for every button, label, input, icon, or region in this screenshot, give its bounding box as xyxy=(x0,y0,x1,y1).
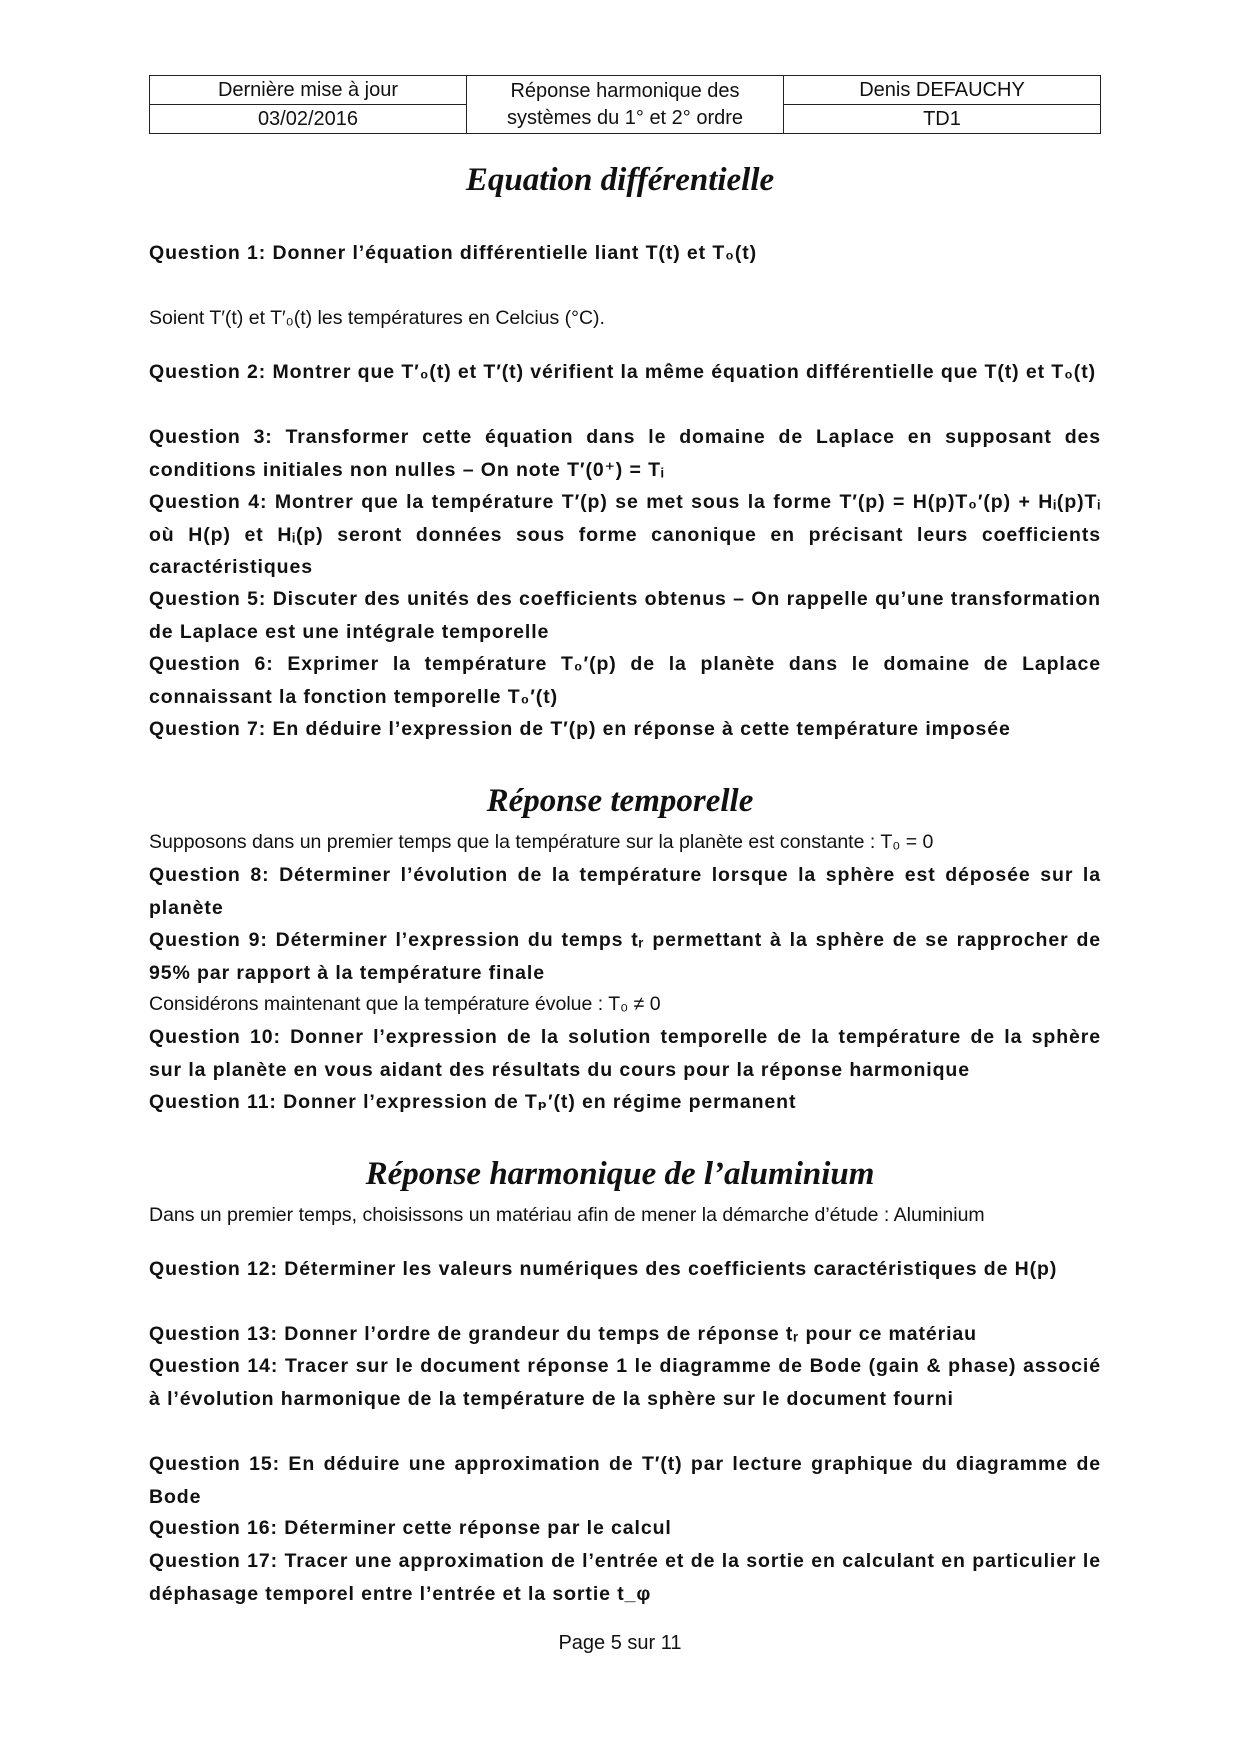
intro-text-3: Considérons maintenant que la température évolue : T₀ ≠ 0 xyxy=(149,993,661,1015)
question-2: Question 2: Montrer que T′₀(t) et T′(t) vérifient la même équation différentielle que T(t) et T₀(t) xyxy=(149,361,1096,383)
document-title: Réponse harmonique des systèmes du 1° et 2° ordre xyxy=(467,76,784,134)
update-date: 03/02/2016 xyxy=(150,105,467,134)
section-title-aluminium: Réponse harmonique de l’aluminium xyxy=(365,1156,875,1192)
question-4: Question 4: Montrer que la température T′(p) se met sous la forme T′(p) = H(p)T₀′(p) + Hᵢ(p)Tᵢ où H(p) et Hᵢ(p) seront données sous forme canonique en précisant leurs coefficients caractéristiques xyxy=(149,491,1101,578)
section-title-differential-equation: Equation différentielle xyxy=(465,162,775,198)
page-footer: Page 5 sur 11 xyxy=(558,1632,682,1654)
question-5: Question 5: Discuter des unités des coefficients obtenus – On rappelle qu’une transformation de Laplace est une intégrale temporelle xyxy=(149,588,1101,643)
question-3: Question 3: Transformer cette équation dans le domaine de Laplace en supposant des conditions initiales non nulles – On note T′(0⁺) = Tᵢ xyxy=(149,426,1101,481)
question-17: Question 17: Tracer une approximation de l’entrée et de la sortie en calculant en particulier le déphasage temporel entre l’entrée et la sortie t_φ xyxy=(149,1550,1101,1605)
intro-text-1: Soient T′(t) et T′₀(t) les températures en Celcius (°C). xyxy=(149,307,605,329)
question-12: Question 12: Déterminer les valeurs numériques des coefficients caractéristiques de H(p) xyxy=(149,1258,1058,1280)
section-title-time-response: Réponse temporelle xyxy=(486,783,754,819)
question-14: Question 14: Tracer sur le document réponse 1 le diagramme de Bode (gain & phase) associé à l’évolution harmonique de la température de la sphère sur le document fourni xyxy=(149,1355,1101,1410)
question-15: Question 15: En déduire une approximation de T′(t) par lecture graphique du diagramme de Bode xyxy=(149,1453,1101,1508)
question-7: Question 7: En déduire l’expression de T′(p) en réponse à cette température imposée xyxy=(149,718,1011,740)
intro-text-2: Supposons dans un premier temps que la température sur la planète est constante : T₀ = 0 xyxy=(149,831,934,853)
question-9: Question 9: Déterminer l’expression du temps tᵣ permettant à la sphère de se rapprocher de 95% par rapport à la température finale xyxy=(149,929,1101,984)
updated-label: Dernière mise à jour xyxy=(150,76,467,105)
question-16: Question 16: Déterminer cette réponse par le calcul xyxy=(149,1517,672,1539)
author: Denis DEFAUCHY xyxy=(784,76,1101,105)
header-table xyxy=(149,75,1101,134)
question-11: Question 11: Donner l’expression de Tₚ′(t) en régime permanent xyxy=(149,1091,797,1113)
question-8: Question 8: Déterminer l’évolution de la température lorsque la sphère est déposée sur la planète xyxy=(149,864,1101,919)
question-1: Question 1: Donner l’équation différentielle liant T(t) et T₀(t) xyxy=(149,242,758,264)
intro-text-4: Dans un premier temps, choisissons un matériau afin de mener la démarche d’étude : Aluminium xyxy=(149,1204,985,1226)
question-10: Question 10: Donner l’expression de la solution temporelle de la température de la sphère sur la planète en vous aidant des résultats du cours pour la réponse harmonique xyxy=(149,1026,1101,1081)
question-13: Question 13: Donner l’ordre de grandeur du temps de réponse tᵣ pour ce matériau xyxy=(149,1323,977,1345)
question-6: Question 6: Exprimer la température T₀′(p) de la planète dans le domaine de Laplace connaissant la fonction temporelle T₀′(t) xyxy=(149,653,1101,708)
doc-id: TD1 xyxy=(784,105,1101,134)
